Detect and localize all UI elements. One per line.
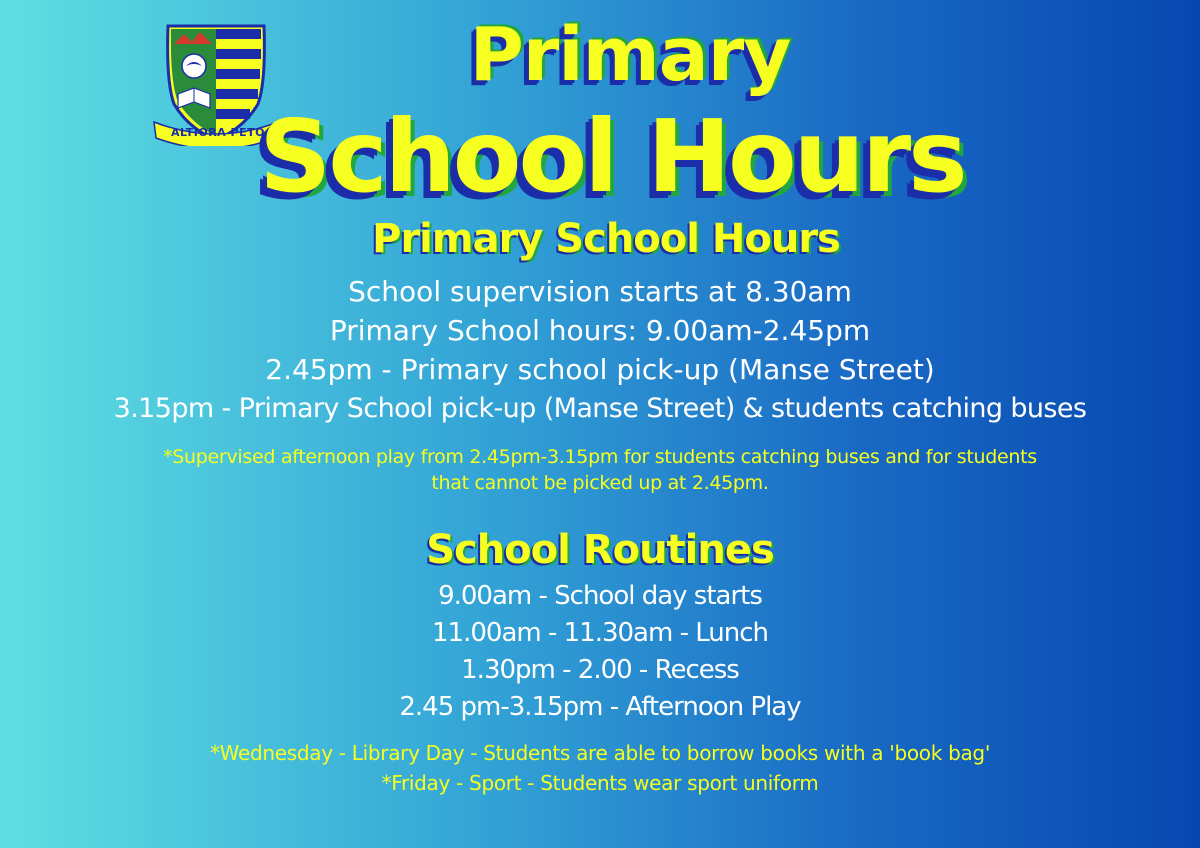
routine-item: 11.00am - 11.30am - Lunch xyxy=(432,618,768,648)
supervised-play-note xyxy=(0,444,1200,496)
footer-note-wednesday: *Wednesday - Library Day - Students are able to borrow books with a 'book bag' xyxy=(209,741,991,765)
title-school-hours: School Hours xyxy=(259,98,965,215)
routines-list xyxy=(0,578,1200,726)
hours-line-supervision: School supervision starts at 8.30am xyxy=(348,275,852,308)
routine-item: 2.45 pm-3.15pm - Afternoon Play xyxy=(399,692,801,722)
hours-list xyxy=(0,272,1200,428)
routine-item: 1.30pm - 2.00 - Recess xyxy=(461,655,739,685)
hours-line-pickup-315: 3.15pm - Primary School pick-up (Manse Street) & students catching buses xyxy=(113,393,1087,424)
crest-motto: ALTIORA PETO xyxy=(171,126,265,139)
note-line-2: that cannot be picked up at 2.45pm. xyxy=(431,472,769,494)
hours-line-school-hours: Primary School hours: 9.00am-2.45pm xyxy=(329,314,871,347)
note-line-1: *Supervised afternoon play from 2.45pm-3.15pm for students catching buses and for students xyxy=(163,446,1037,468)
footer-note-friday: *Friday - Sport - Students wear sport uniform xyxy=(381,771,819,795)
title-primary: Primary xyxy=(469,12,791,98)
hours-line-pickup-245: 2.45pm - Primary school pick-up (Manse Street) xyxy=(265,353,935,386)
subtitle-primary-school-hours: Primary School Hours xyxy=(372,216,840,262)
routine-item: 9.00am - School day starts xyxy=(438,581,762,611)
footer-notes xyxy=(0,738,1200,798)
routines-heading: School Routines xyxy=(426,527,774,573)
